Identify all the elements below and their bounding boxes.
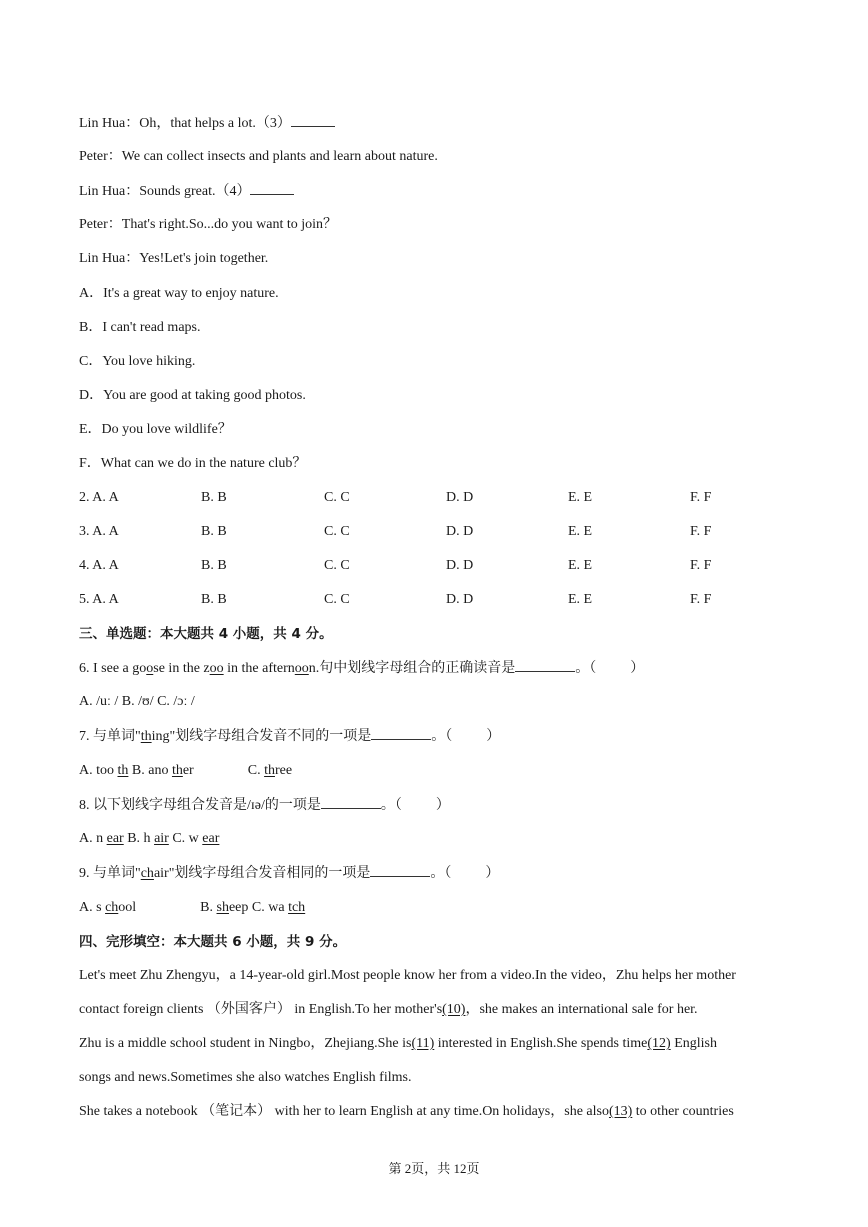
option-a[interactable]: 4. A. A <box>79 558 119 573</box>
answer-blank[interactable] <box>515 658 575 672</box>
dialogue-line-2 <box>79 147 438 167</box>
option-c[interactable] <box>248 900 305 915</box>
speaker: Peter： <box>79 149 122 164</box>
underlined-letters: ch <box>140 866 154 881</box>
question-6 <box>79 658 644 679</box>
underlined-letters: ear <box>202 831 220 846</box>
option-text: A. s <box>79 900 106 915</box>
choice-c: C．You love hiking. <box>79 354 196 369</box>
choice-a: A．It's a great way to enjoy nature. <box>79 286 279 301</box>
underlined-letters: oo <box>294 661 309 676</box>
option-d[interactable]: D. D <box>446 524 474 539</box>
q-text: air"划线字母组合发音相同的一项是 <box>153 866 371 881</box>
choice-e: E．Do you love wildlife？ <box>79 422 232 437</box>
option-b[interactable]: B. B <box>201 592 227 607</box>
q-text: in the aftern <box>223 661 295 676</box>
q-text: ） <box>486 729 501 744</box>
underlined-letters: oo <box>209 661 224 676</box>
q-text: n.句中划线字母组合的正确读音是 <box>308 661 516 676</box>
passage-text: Zhu is a middle school student in Ningbo，Zhejiang.She is <box>79 1036 412 1051</box>
answer-blank[interactable] <box>321 795 381 809</box>
question-7 <box>79 726 500 747</box>
speaker: Lin Hua： <box>79 184 140 199</box>
underlined-letters: th <box>264 763 275 778</box>
option-e[interactable]: E. E <box>568 524 593 539</box>
q-text: 。（ <box>430 866 452 881</box>
underlined-letters: o <box>146 661 154 676</box>
underlined-letters: th <box>117 763 129 778</box>
option-a[interactable] <box>79 763 128 778</box>
dialogue-line-1 <box>79 113 335 134</box>
option-f[interactable]: F. F <box>690 558 712 573</box>
option-b[interactable]: B. B <box>201 524 227 539</box>
passage-text: ，she makes an international sale for her. <box>465 1002 698 1017</box>
passage-line-5 <box>79 1102 734 1122</box>
q-text: 。（ <box>575 661 597 676</box>
option-text: C. w <box>168 831 203 846</box>
speaker: Lin Hua： <box>79 116 140 131</box>
section-heading-4: 四、完形填空：本大题共 6 小题，共 9 分。 <box>79 934 347 950</box>
q-text: ing"划线字母组合发音不同的一项是 <box>151 729 372 744</box>
option-text: eep <box>228 900 249 915</box>
dialogue-line-3 <box>79 181 294 202</box>
section-heading-3: 三、单选题：本大题共 4 小题，共 4 分。 <box>79 626 333 642</box>
option-text: A. too <box>79 763 118 778</box>
q-text: ） <box>630 661 645 676</box>
q-text: 7. 与单词" <box>79 729 141 744</box>
passage-line-4: songs and news.Sometimes she also watches English films. <box>79 1070 412 1085</box>
choice-d: D．You are good at taking good photos. <box>79 388 306 403</box>
option-b[interactable] <box>200 900 248 915</box>
q-text: 6. I see a go <box>79 661 147 676</box>
choice-f: F．What can we do in the nature club？ <box>79 456 307 471</box>
underlined-letters: ch <box>105 900 119 915</box>
speaker: Peter： <box>79 217 122 232</box>
option-text: B. h <box>123 831 155 846</box>
option-d[interactable]: D. D <box>446 592 474 607</box>
option-d[interactable]: D. D <box>446 490 474 505</box>
option-b[interactable] <box>128 763 193 778</box>
passage-line-3 <box>79 1034 717 1054</box>
option-a[interactable] <box>79 900 136 915</box>
question-6-options[interactable]: A. /uː / B. /ʊ/ C. /ɔː / <box>79 694 195 709</box>
option-a[interactable] <box>79 831 124 846</box>
answer-blank <box>250 181 294 195</box>
underlined-letters: tch <box>288 900 306 915</box>
q-text: ） <box>435 798 450 813</box>
q-text: 。（ <box>380 798 402 813</box>
blank-10[interactable]: (10) <box>442 1002 466 1017</box>
passage-text: She takes a notebook （笔记本） with her to learn English at any time.On holidays，she also <box>79 1104 609 1119</box>
passage-text: to other countries <box>632 1104 734 1119</box>
option-e[interactable]: E. E <box>568 490 593 505</box>
option-f[interactable]: F. F <box>690 592 712 607</box>
blank-11[interactable]: (11) <box>411 1036 435 1051</box>
blank-13[interactable]: (13) <box>608 1104 633 1119</box>
answer-blank <box>291 113 335 127</box>
question-9-options <box>79 898 305 918</box>
dialogue-text: That's right.So...do you want to join？ <box>121 217 338 232</box>
option-c[interactable]: C. C <box>324 524 350 539</box>
option-a[interactable]: 5. A. A <box>79 592 119 607</box>
option-d[interactable]: D. D <box>446 558 474 573</box>
page-footer: 第 2页，共 12页 <box>388 1161 480 1176</box>
option-c[interactable]: C. C <box>324 558 350 573</box>
q-text: 8. 以下划线字母组合发音是/ɪə/的一项是 <box>79 798 321 813</box>
blank-12[interactable]: (12) <box>647 1036 671 1051</box>
option-e[interactable]: E. E <box>568 592 593 607</box>
choice-b: B．I can't read maps. <box>79 320 201 335</box>
dialogue-text: Yes!Let's join together. <box>139 251 269 266</box>
dialogue-text: We can collect insects and plants and learn about nature. <box>121 149 438 164</box>
option-text: ool <box>118 900 137 915</box>
underlined-letters: th <box>140 729 152 744</box>
option-text: B. ano <box>128 763 172 778</box>
answer-blank[interactable] <box>370 863 430 877</box>
option-a[interactable]: 3. A. A <box>79 524 119 539</box>
q-text: ） <box>485 866 500 881</box>
underlined-letters: sh <box>216 900 229 915</box>
question-8 <box>79 795 450 816</box>
option-f[interactable]: F. F <box>690 524 712 539</box>
question-7-options <box>79 761 292 781</box>
option-text: C. <box>247 763 265 778</box>
passage-line-2 <box>79 1000 698 1020</box>
answer-blank[interactable] <box>371 726 431 740</box>
option-c[interactable] <box>169 831 220 846</box>
q-text: se in the z <box>153 661 210 676</box>
q-text: 9. 与单词" <box>79 866 141 881</box>
option-text: C. wa <box>248 900 289 915</box>
option-text: ree <box>274 763 293 778</box>
option-b[interactable]: B. B <box>201 558 227 573</box>
underlined-letters: ear <box>106 831 124 846</box>
option-text: er <box>182 763 194 778</box>
passage-text: English <box>670 1036 717 1051</box>
dialogue-line-5 <box>79 249 268 269</box>
passage-text: contact foreign clients （外国客户） in English.To her mother's <box>79 1002 443 1017</box>
underlined-letters: th <box>171 763 183 778</box>
dialogue-text: Oh，that helps a lot.（3） <box>139 116 291 131</box>
option-a[interactable]: 2. A. A <box>79 490 119 505</box>
option-text: A. n <box>79 831 107 846</box>
option-e[interactable]: E. E <box>568 558 593 573</box>
option-f[interactable]: F. F <box>690 490 712 505</box>
underlined-letters: air <box>154 831 169 846</box>
passage-line-1: Let's meet Zhu Zhengyu，a 14-year-old girl.Most people know her from a video.In the video，Zhu helps her mother <box>79 968 736 983</box>
option-c[interactable]: C. C <box>324 490 350 505</box>
dialogue-text: Sounds great.（4） <box>139 184 251 199</box>
option-c[interactable] <box>248 763 292 778</box>
option-b[interactable]: B. B <box>201 490 227 505</box>
question-8-options <box>79 829 219 849</box>
option-text: B. <box>200 900 217 915</box>
option-c[interactable]: C. C <box>324 592 350 607</box>
option-b[interactable] <box>124 831 169 846</box>
speaker: Lin Hua： <box>79 251 140 266</box>
passage-text: interested in English.She spends time <box>434 1036 648 1051</box>
question-9 <box>79 863 499 884</box>
q-text: 。（ <box>431 729 453 744</box>
dialogue-line-4 <box>79 215 337 235</box>
